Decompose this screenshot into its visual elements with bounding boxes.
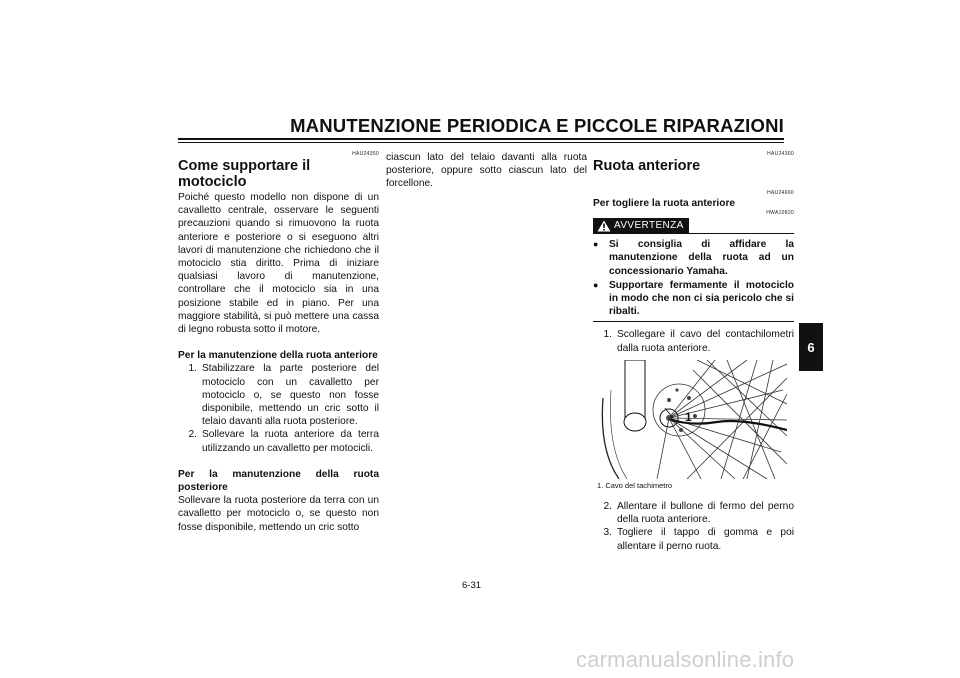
continued-paragraph: ciascun lato del telaio davanti alla ruota posteriore, oppure sotto ciascun lato del forcellone. bbox=[386, 152, 587, 190]
list-item bbox=[178, 362, 379, 428]
page-number: 6-31 bbox=[462, 580, 482, 591]
list-item bbox=[593, 279, 794, 319]
column-left bbox=[178, 151, 379, 534]
section-code: HAU24360 bbox=[767, 151, 794, 157]
step-text: Allentare il bullone di fermo del perno della ruota anteriore. bbox=[617, 501, 794, 526]
step-number: 1. bbox=[188, 363, 197, 375]
column-right bbox=[593, 151, 794, 553]
front-wheel-heading: Per la manutenzione della ruota anteriore bbox=[178, 350, 378, 362]
step-number: 1. bbox=[603, 329, 612, 341]
page-title: MANUTENZIONE PERIODICA E PICCOLE RIPARAZIONI bbox=[290, 115, 784, 136]
chapter-tab: 6 bbox=[799, 323, 823, 371]
step-text: Togliere il tappo di gomma e poi allentare il perno ruota. bbox=[617, 527, 794, 552]
list-item bbox=[593, 500, 794, 526]
list-item bbox=[593, 328, 794, 354]
warning-list bbox=[593, 238, 794, 318]
warning-text: Supportare fermamente il motociclo in modo che non ci sia pericolo che si ribalti. bbox=[609, 279, 794, 318]
warning-header bbox=[593, 218, 794, 234]
warning-end-rule bbox=[593, 321, 794, 322]
section-code: HAU24350 bbox=[352, 151, 379, 157]
bullet-icon: ● bbox=[593, 239, 599, 250]
intro-paragraph: Poiché questo modello non dispone di un cavalletto centrale, osservare le seguenti precauzioni quando si rimuovono la ruota anteriore e posteriore o si eseguono altri lavori di manutenzione che richiedono che il motociclo stia diritto. Prima di iniziare qualsiasi lavoro di manutenzione, controllare che il motociclo sia in una posizione stabile ed in piano. Per una maggiore stabilità, si può mettere una cassa di legno robusta sotto il motore. bbox=[178, 192, 379, 336]
section-heading: Ruota anteriore bbox=[593, 158, 701, 174]
bullet-icon: ● bbox=[593, 279, 599, 290]
section-heading: Come supportare il motociclo bbox=[178, 158, 311, 190]
footer-watermark: carmanualsonline.info bbox=[576, 647, 795, 672]
figure-caption: 1. Cavo del tachimetro bbox=[597, 481, 673, 491]
step-text: Scollegare il cavo del contachilometri dalla ruota anteriore. bbox=[617, 329, 794, 354]
warning-rule bbox=[689, 233, 794, 234]
rear-wheel-heading: Per la manutenzione della ruota posteriore bbox=[178, 468, 379, 494]
subsection-heading: Per togliere la ruota anteriore bbox=[593, 198, 736, 209]
subsection-code: HAU24660 bbox=[767, 190, 794, 196]
warning-text: Si consiglia di affidare la manutenzione della ruota ad un concessionario Yamaha. bbox=[609, 239, 794, 277]
list-item bbox=[178, 428, 379, 454]
figure-callout: 1 bbox=[685, 410, 692, 425]
column-middle bbox=[386, 151, 587, 191]
list-item bbox=[593, 526, 794, 552]
rear-wheel-paragraph: Sollevare la ruota posteriore da terra con un cavalletto per motociclo o, se questo non fosse disponibile, mettendo un cric sotto bbox=[178, 495, 379, 533]
step-text: Stabilizzare la parte posteriore del motociclo con un cavalletto per motociclo o, se questo non fosse disponibile, mettendo un cric sotto il telaio davanti alla ruota posteriore. bbox=[202, 363, 379, 428]
list-item bbox=[593, 238, 794, 278]
step-number: 2. bbox=[188, 429, 197, 441]
title-rule bbox=[178, 138, 784, 140]
step-number: 2. bbox=[603, 501, 612, 513]
title-rule-thin bbox=[178, 142, 784, 143]
warning-triangle-icon bbox=[597, 220, 611, 232]
warning-label-text: AVVERTENZA bbox=[614, 220, 684, 232]
warning-label bbox=[593, 218, 689, 234]
warning-code: HWA10820 bbox=[766, 210, 794, 217]
step-number: 3. bbox=[603, 527, 612, 539]
step-text: Sollevare la ruota anteriore da terra utilizzando un cavalletto per motocicli. bbox=[202, 429, 379, 454]
